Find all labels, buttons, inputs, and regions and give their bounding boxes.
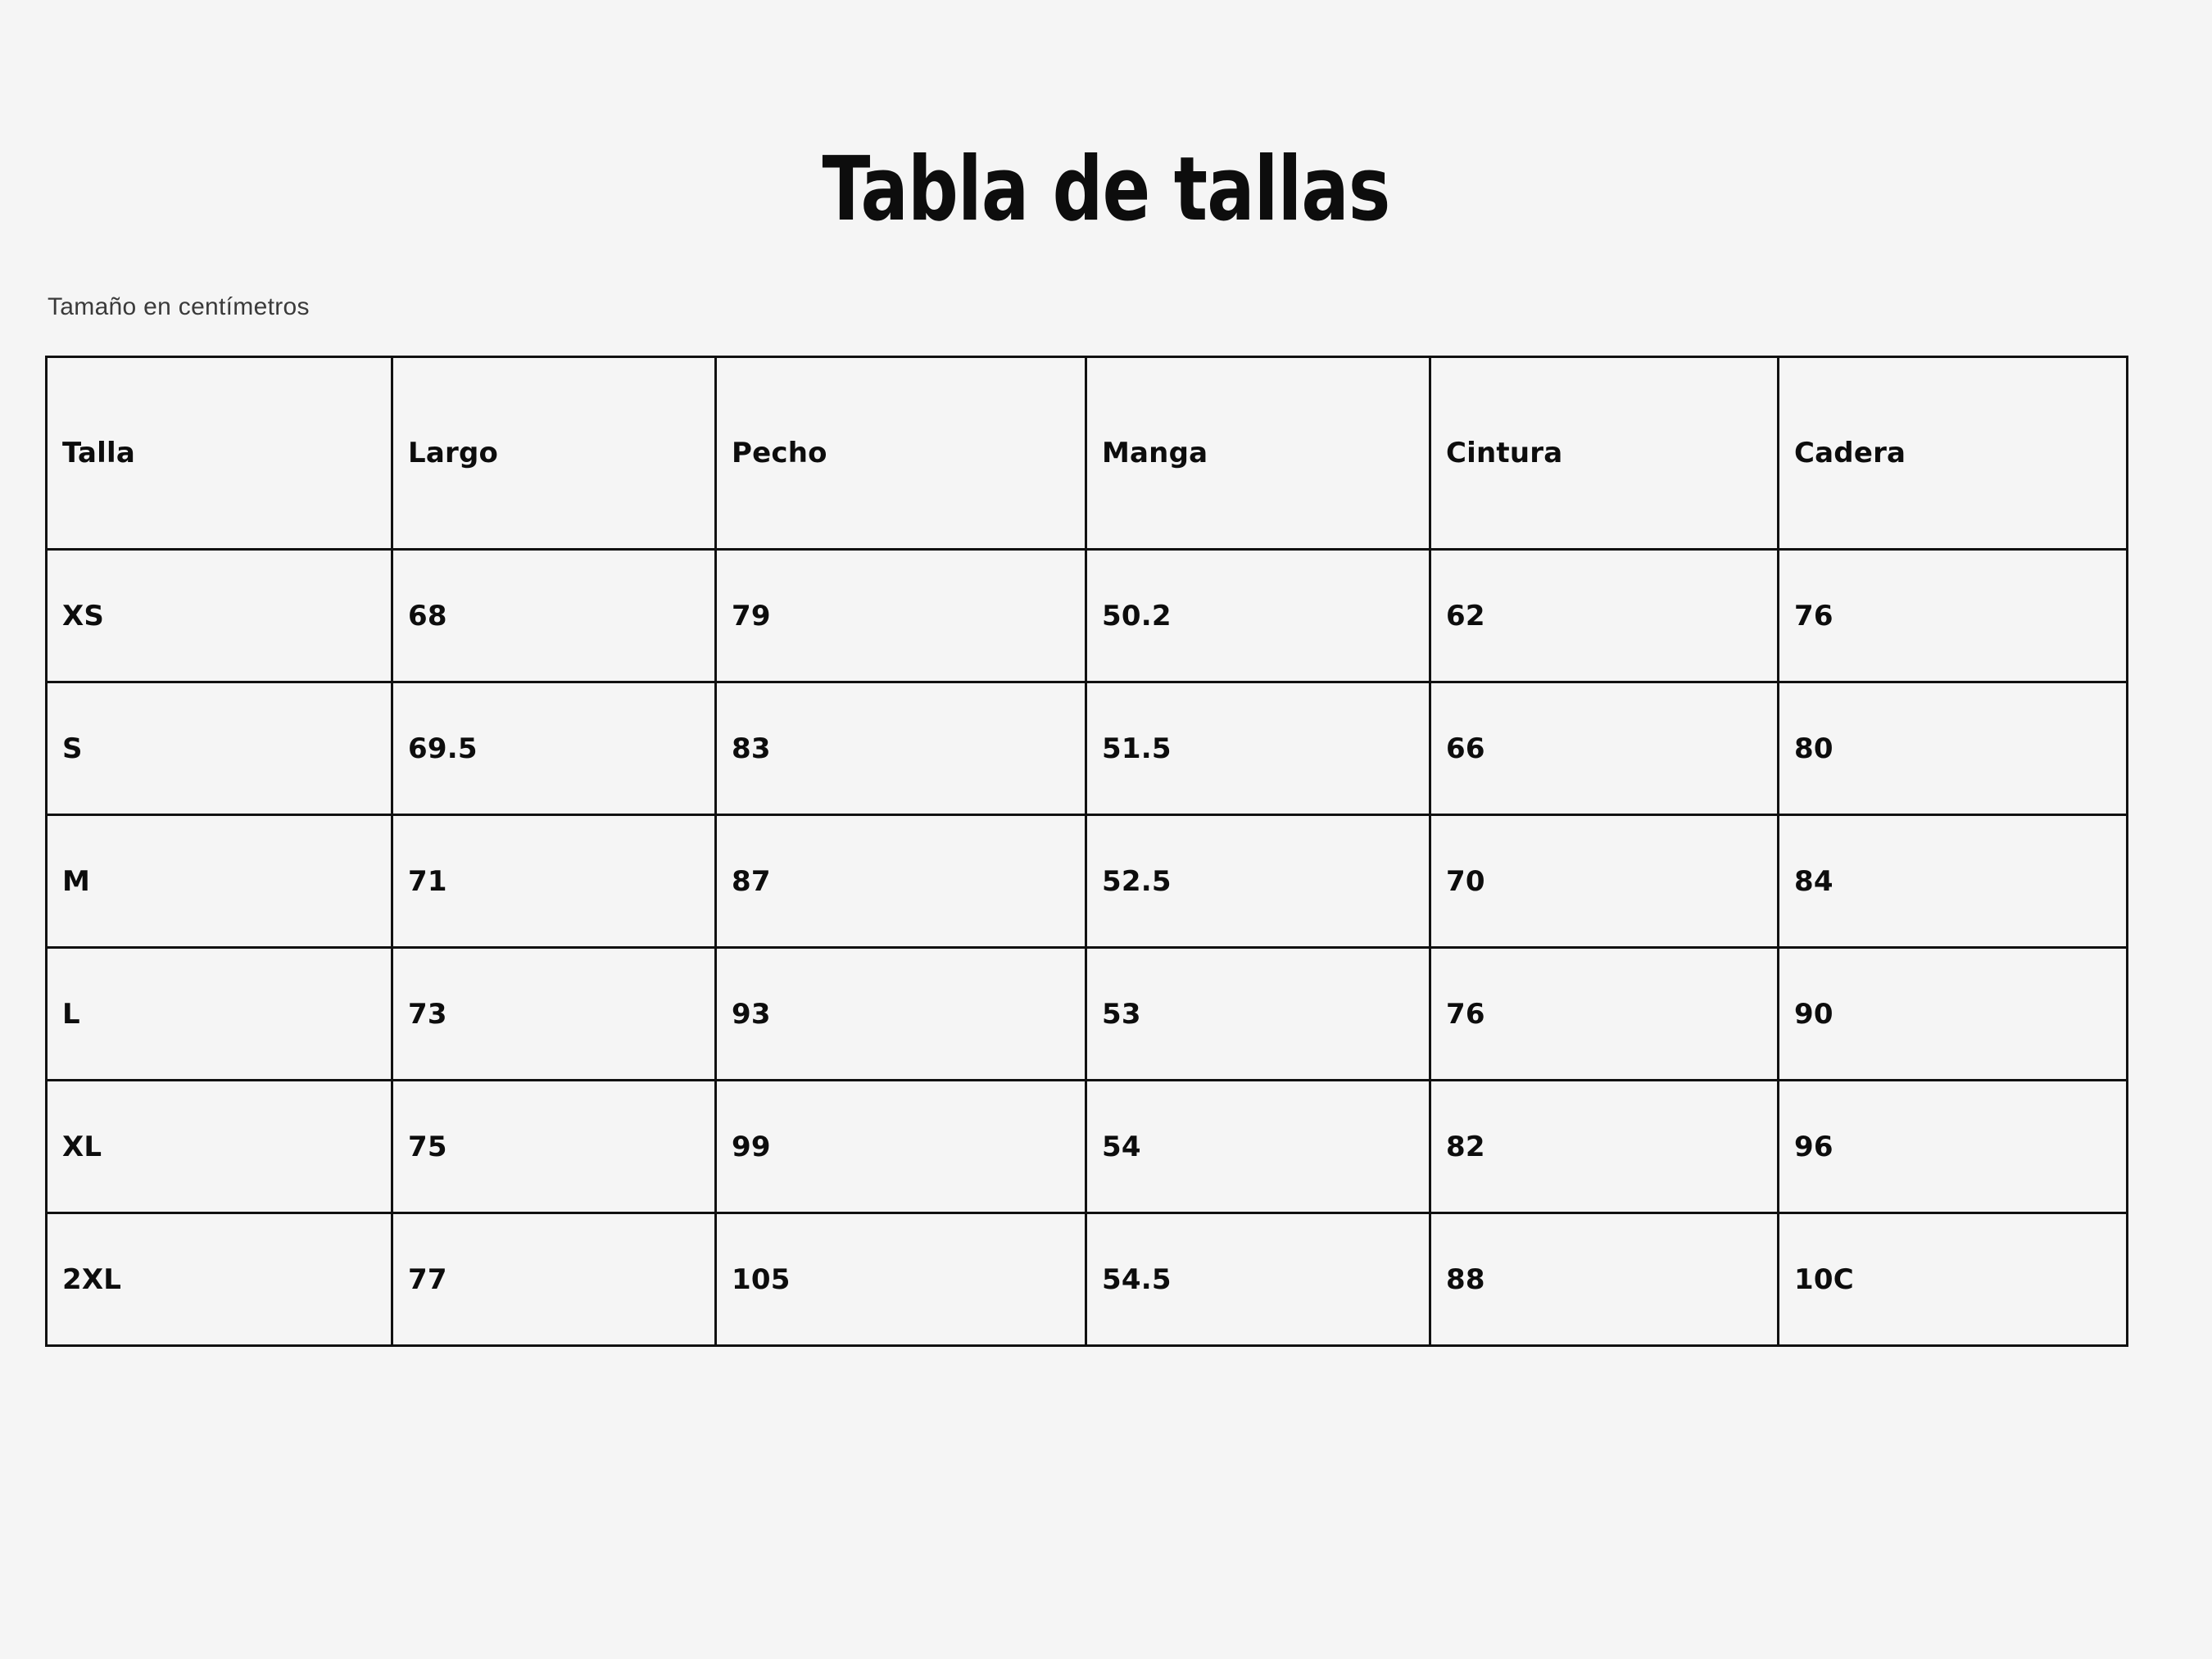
column-header-cadera: Cadera xyxy=(1779,357,2128,550)
cell-manga: 53 xyxy=(1086,948,1430,1081)
cell-manga: 54 xyxy=(1086,1081,1430,1213)
size-table xyxy=(45,356,2128,1347)
cell-talla: M xyxy=(47,815,392,948)
cell-pecho: 79 xyxy=(716,550,1086,682)
cell-talla: XL xyxy=(47,1081,392,1213)
column-header-manga: Manga xyxy=(1086,357,1430,550)
cell-pecho: 83 xyxy=(716,682,1086,815)
table-row xyxy=(47,550,2128,682)
cell-pecho: 99 xyxy=(716,1081,1086,1213)
cell-largo: 71 xyxy=(392,815,716,948)
cell-talla: L xyxy=(47,948,392,1081)
cell-cintura: 70 xyxy=(1430,815,1779,948)
column-header-talla: Talla xyxy=(47,357,392,550)
cell-largo: 75 xyxy=(392,1081,716,1213)
page-title: Tabla de tallas xyxy=(822,138,1390,241)
table-row xyxy=(47,1081,2128,1213)
cell-talla: 2XL xyxy=(47,1213,392,1346)
cell-cadera: 96 xyxy=(1779,1081,2128,1213)
cell-cadera: 84 xyxy=(1779,815,2128,948)
units-note: Tamaño en centímetros xyxy=(48,293,310,320)
cell-manga: 52.5 xyxy=(1086,815,1430,948)
table-row xyxy=(47,948,2128,1081)
cell-cintura: 82 xyxy=(1430,1081,1779,1213)
cell-largo: 68 xyxy=(392,550,716,682)
column-header-pecho: Pecho xyxy=(716,357,1086,550)
table-header xyxy=(47,357,2128,550)
column-header-largo: Largo xyxy=(392,357,716,550)
cell-talla: S xyxy=(47,682,392,815)
cell-pecho: 93 xyxy=(716,948,1086,1081)
cell-manga: 51.5 xyxy=(1086,682,1430,815)
table-row xyxy=(47,682,2128,815)
table-body xyxy=(47,550,2128,1346)
cell-cintura: 88 xyxy=(1430,1213,1779,1346)
table-row xyxy=(47,815,2128,948)
cell-largo: 77 xyxy=(392,1213,716,1346)
cell-cadera: 80 xyxy=(1779,682,2128,815)
column-header-cintura: Cintura xyxy=(1430,357,1779,550)
cell-talla: XS xyxy=(47,550,392,682)
cell-largo: 73 xyxy=(392,948,716,1081)
cell-manga: 50.2 xyxy=(1086,550,1430,682)
size-table-container xyxy=(0,321,2212,1347)
cell-cintura: 62 xyxy=(1430,550,1779,682)
table-header-row xyxy=(47,357,2128,550)
cell-pecho: 105 xyxy=(716,1213,1086,1346)
table-row xyxy=(47,1213,2128,1346)
cell-manga: 54.5 xyxy=(1086,1213,1430,1346)
cell-cadera: 90 xyxy=(1779,948,2128,1081)
cell-cintura: 76 xyxy=(1430,948,1779,1081)
cell-cintura: 66 xyxy=(1430,682,1779,815)
cell-largo: 69.5 xyxy=(392,682,716,815)
cell-pecho: 87 xyxy=(716,815,1086,948)
cell-cadera: 10C xyxy=(1779,1213,2128,1346)
cell-cadera: 76 xyxy=(1779,550,2128,682)
